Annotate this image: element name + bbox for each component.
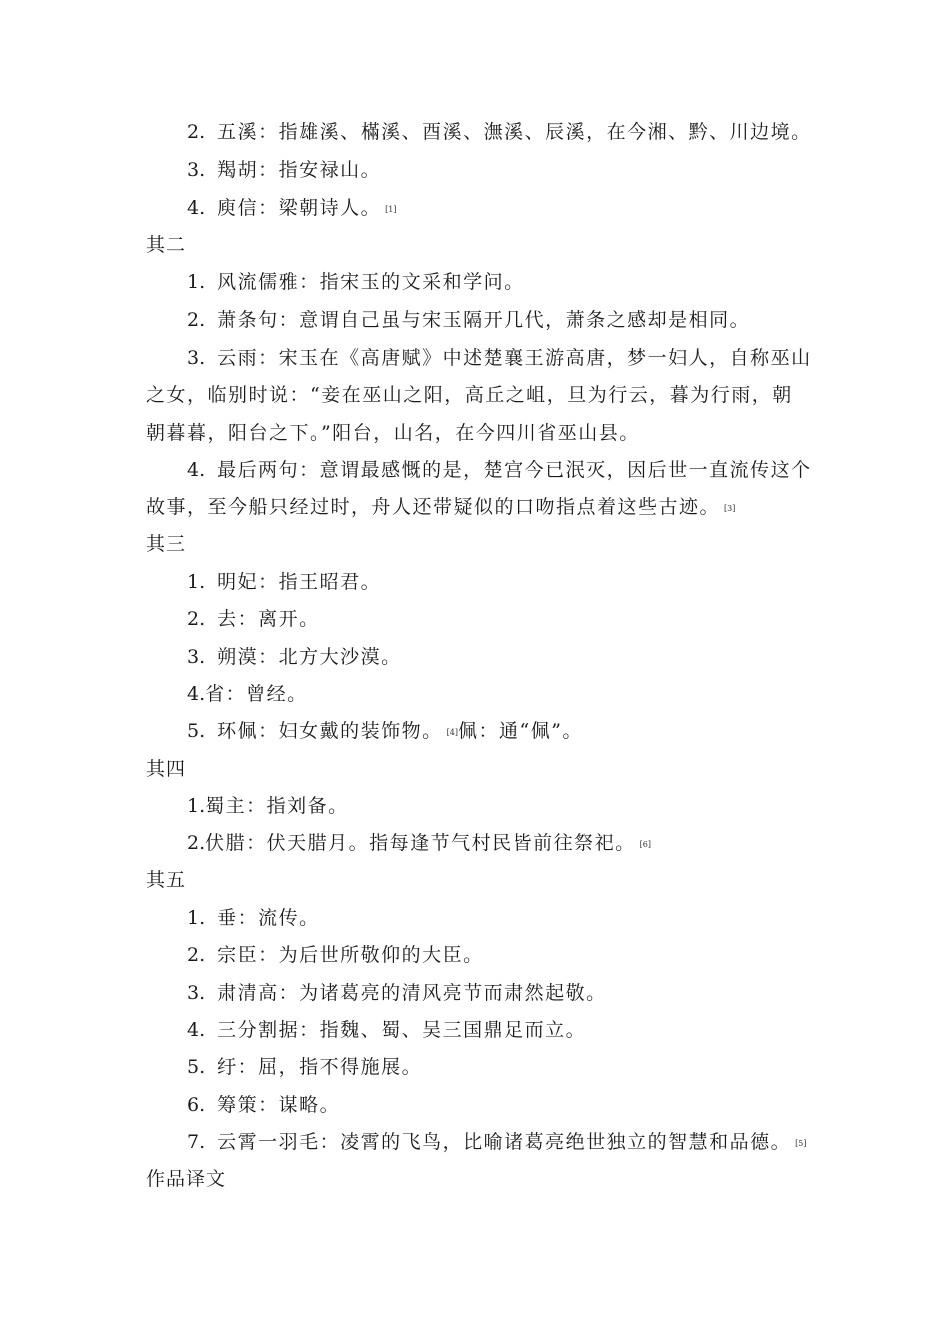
note-item bbox=[187, 831, 651, 857]
note-continuation: 之女，临别时说：“妾在巫山之阳，高丘之岨，旦为行云，暮为行雨，朝 bbox=[146, 384, 793, 406]
note-number: 2. bbox=[187, 121, 206, 143]
section-heading: 其二 bbox=[146, 234, 187, 256]
note-text: 环佩：妇女戴的装饰物。 bbox=[217, 720, 443, 742]
note-number: 1. bbox=[187, 571, 206, 593]
note-item bbox=[187, 1093, 340, 1117]
note-number: 3. bbox=[187, 159, 206, 181]
note-item bbox=[187, 719, 583, 745]
section-heading: 作品译文 bbox=[146, 1168, 227, 1190]
note-item bbox=[187, 196, 397, 222]
citation-ref[interactable]: [5] bbox=[795, 1139, 807, 1148]
citation-ref[interactable]: [4] bbox=[446, 728, 458, 737]
note-text: 宗臣：为后世所敬仰的大臣。 bbox=[217, 944, 484, 966]
note-text: 去：离开。 bbox=[217, 608, 320, 630]
note-text: 云霄一羽毛：凌霄的飞鸟，比喻诸葛亮绝世独立的智慧和品德。 bbox=[217, 1131, 792, 1153]
note-number: 2. bbox=[187, 608, 206, 630]
note-number: 4. bbox=[187, 1019, 206, 1041]
note-item bbox=[187, 570, 381, 594]
note-number: 4. bbox=[187, 683, 206, 705]
note-item bbox=[187, 943, 484, 967]
note-number: 7. bbox=[187, 1131, 206, 1153]
note-number: 5. bbox=[187, 720, 206, 742]
note-number: 4. bbox=[187, 459, 206, 481]
note-number: 2. bbox=[187, 832, 206, 854]
note-text: 肃清高：为诸葛亮的清风亮节而肃然起敬。 bbox=[217, 982, 607, 1004]
note-number: 3. bbox=[187, 646, 206, 668]
note-text: 蜀主：指刘备。 bbox=[205, 795, 349, 817]
note-item bbox=[187, 1130, 807, 1156]
section-heading: 其五 bbox=[146, 869, 187, 891]
note-number: 4. bbox=[187, 197, 206, 219]
note-number: 3. bbox=[187, 982, 206, 1004]
note-item bbox=[187, 120, 812, 144]
note-number: 2. bbox=[187, 944, 206, 966]
note-item bbox=[187, 794, 349, 818]
note-item bbox=[187, 158, 381, 182]
note-text: 垂：流传。 bbox=[217, 907, 320, 929]
citation-ref[interactable]: [1] bbox=[385, 205, 397, 214]
note-text: 云雨：宋玉在《高唐赋》中述楚襄王游高唐，梦一妇人，自称巫山 bbox=[217, 347, 812, 369]
citation-ref[interactable]: [6] bbox=[639, 840, 651, 849]
note-text: 羯胡：指安禄山。 bbox=[217, 159, 382, 181]
note-number: 1. bbox=[187, 795, 206, 817]
note-item bbox=[187, 682, 308, 706]
note-item bbox=[187, 346, 812, 370]
note-text: 庾信：梁朝诗人。 bbox=[217, 197, 382, 219]
note-continuation-text: 故事，至今船只经过时，舟人还带疑似的口吻指点着这些古迹。 bbox=[146, 496, 721, 518]
note-continuation bbox=[146, 495, 735, 521]
note-number: 1. bbox=[187, 907, 206, 929]
note-number: 3. bbox=[187, 347, 206, 369]
note-text: 伏腊：伏天腊月。指每逢节气村民皆前往祭祀。 bbox=[205, 832, 636, 854]
note-item bbox=[187, 906, 320, 930]
note-item bbox=[187, 1018, 586, 1042]
note-item bbox=[187, 308, 750, 332]
note-item bbox=[187, 607, 320, 631]
note-text: 筹策：谋略。 bbox=[217, 1094, 341, 1116]
note-text: 省：曾经。 bbox=[205, 683, 308, 705]
note-item bbox=[187, 981, 607, 1005]
note-item bbox=[187, 458, 812, 482]
section-heading: 其三 bbox=[146, 533, 187, 555]
note-text: 三分割据：指魏、蜀、吴三国鼎足而立。 bbox=[217, 1019, 587, 1041]
note-text: 萧条句：意谓自己虽与宋玉隔开几代，萧条之感却是相同。 bbox=[217, 309, 751, 331]
note-item bbox=[187, 1055, 422, 1079]
note-continuation: 朝暮暮，阳台之下。”阳台，山名，在今四川省巫山县。 bbox=[146, 422, 640, 444]
note-text: 纡：屈，指不得施展。 bbox=[217, 1056, 423, 1078]
note-text: 最后两句：意谓最感慨的是，楚宫今已泯灭，因后世一直流传这个 bbox=[217, 459, 812, 481]
note-number: 2. bbox=[187, 309, 206, 331]
note-text: 明妃：指王昭君。 bbox=[217, 571, 382, 593]
note-item bbox=[187, 645, 402, 669]
note-text: 朔漠：北方大沙漠。 bbox=[217, 646, 402, 668]
note-item bbox=[187, 270, 525, 294]
note-number: 1. bbox=[187, 271, 206, 293]
note-number: 5. bbox=[187, 1056, 206, 1078]
note-text: 风流儒雅：指宋玉的文采和学问。 bbox=[217, 271, 525, 293]
note-number: 6. bbox=[187, 1094, 206, 1116]
note-text: 五溪：指雄溪、樠溪、酉溪、潕溪、辰溪，在今湘、黔、川边境。 bbox=[217, 121, 812, 143]
section-heading: 其四 bbox=[146, 758, 187, 780]
note-text-after: 佩：通“佩”。 bbox=[458, 720, 583, 742]
citation-ref[interactable]: [3] bbox=[724, 504, 736, 513]
